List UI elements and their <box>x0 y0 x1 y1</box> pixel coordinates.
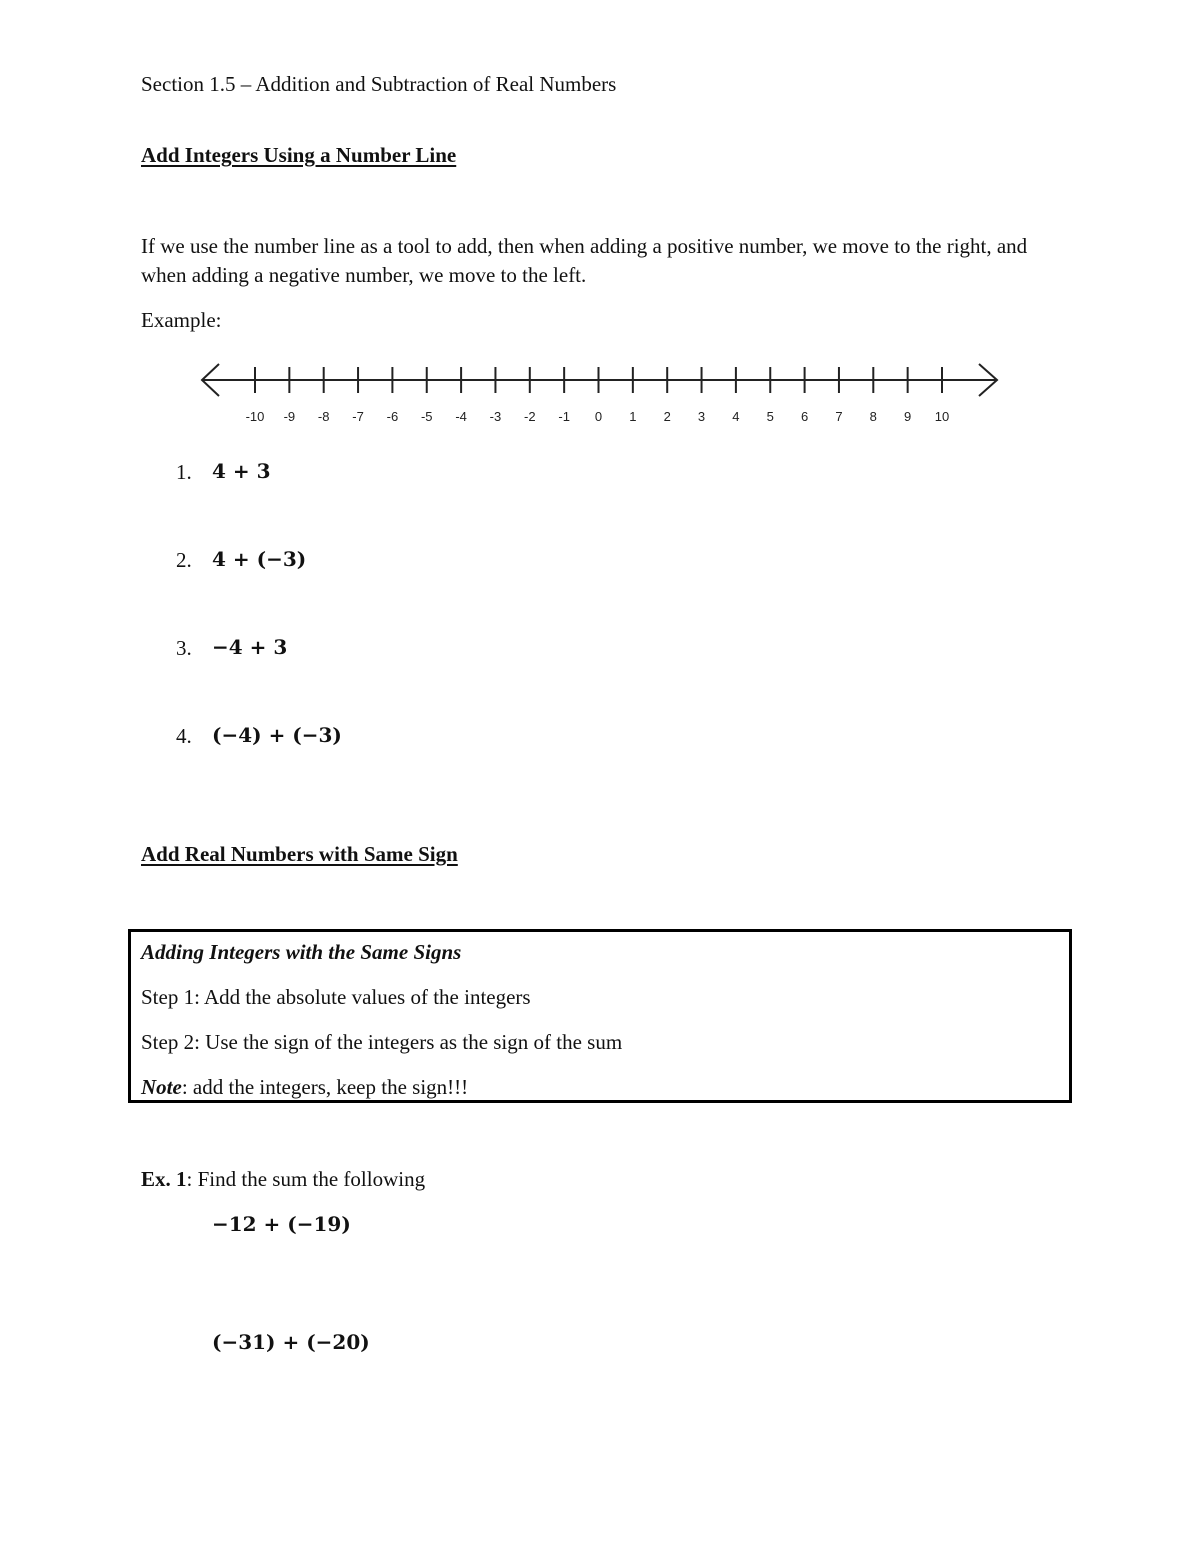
rule-box <box>128 929 1072 1103</box>
number-line-tick-label: -7 <box>352 409 364 424</box>
number-line-tick-label: 5 <box>766 409 774 424</box>
number-line-tick-label: -4 <box>455 409 467 424</box>
problem-4-expression: (−4) + (−3) <box>212 723 342 747</box>
number-line-tick-label: -8 <box>317 409 330 424</box>
number-line-ticks <box>255 367 942 393</box>
example-label: Example: <box>141 308 222 332</box>
number-line-tick-label: -10 <box>245 409 265 424</box>
rule-step-2: Step 2: Use the sign of the integers as the sign of the sum <box>141 1030 623 1054</box>
number-line-tick-label: 1 <box>629 409 637 424</box>
number-line-tick-label: -3 <box>489 409 502 424</box>
number-line-tick-label: 2 <box>663 409 671 424</box>
number-line-labels <box>246 409 950 424</box>
problem-3-number: 3. <box>176 636 192 660</box>
problem-2-number: 2. <box>176 548 192 572</box>
number-line-tick-label: -1 <box>558 409 570 424</box>
number-line-tick-label: 6 <box>800 409 809 424</box>
example-1-problem-b: (−31) + (−20) <box>212 1330 370 1354</box>
rule-note-label: Note <box>141 1075 182 1099</box>
section-title: Section 1.5 – Addition and Subtraction of Real Numbers <box>141 72 617 96</box>
heading-same-sign: Add Real Numbers with Same Sign <box>141 842 458 866</box>
number-line-tick-label: 10 <box>934 409 950 424</box>
problem-2-expression: 4 + (−3) <box>212 547 307 571</box>
example-1-line <box>141 1169 425 1190</box>
number-line-tick-label: -2 <box>524 409 536 424</box>
number-line-tick-label: 7 <box>835 409 843 424</box>
rule-box-title: Adding Integers with the Same Signs <box>141 940 462 964</box>
number-line-tick-label: 0 <box>594 409 603 424</box>
number-line-figure <box>195 358 1005 428</box>
number-line-tick-label: 3 <box>697 409 706 424</box>
heading-number-line: Add Integers Using a Number Line <box>141 143 457 167</box>
number-line-tick-label: 9 <box>904 409 912 424</box>
example-1-label: Ex. 1 <box>141 1167 187 1191</box>
rule-note <box>141 1077 468 1098</box>
problem-4-number: 4. <box>176 724 192 748</box>
rule-note-text: : add the integers, keep the sign!!! <box>181 1075 469 1099</box>
number-line-tick-label: 4 <box>732 409 740 424</box>
intro-paragraph: If we use the number line as a tool to add, then when adding a positive number, we move to the right, and when adding a negative number, we move to the left. <box>141 234 1028 287</box>
example-1-text: : Find the sum the following <box>186 1167 426 1191</box>
example-1-problem-a: −12 + (−19) <box>212 1212 351 1236</box>
number-line-tick-label: -9 <box>283 409 296 424</box>
rule-step-1: Step 1: Add the absolute values of the integers <box>141 985 531 1009</box>
number-line-tick-label: -5 <box>420 409 433 424</box>
number-line-tick-label: 8 <box>869 409 877 424</box>
number-line-tick-label: -6 <box>386 409 399 424</box>
problem-1-number: 1. <box>176 460 192 484</box>
problem-3-expression: −4 + 3 <box>212 635 288 659</box>
problem-1-expression: 4 + 3 <box>212 459 271 483</box>
